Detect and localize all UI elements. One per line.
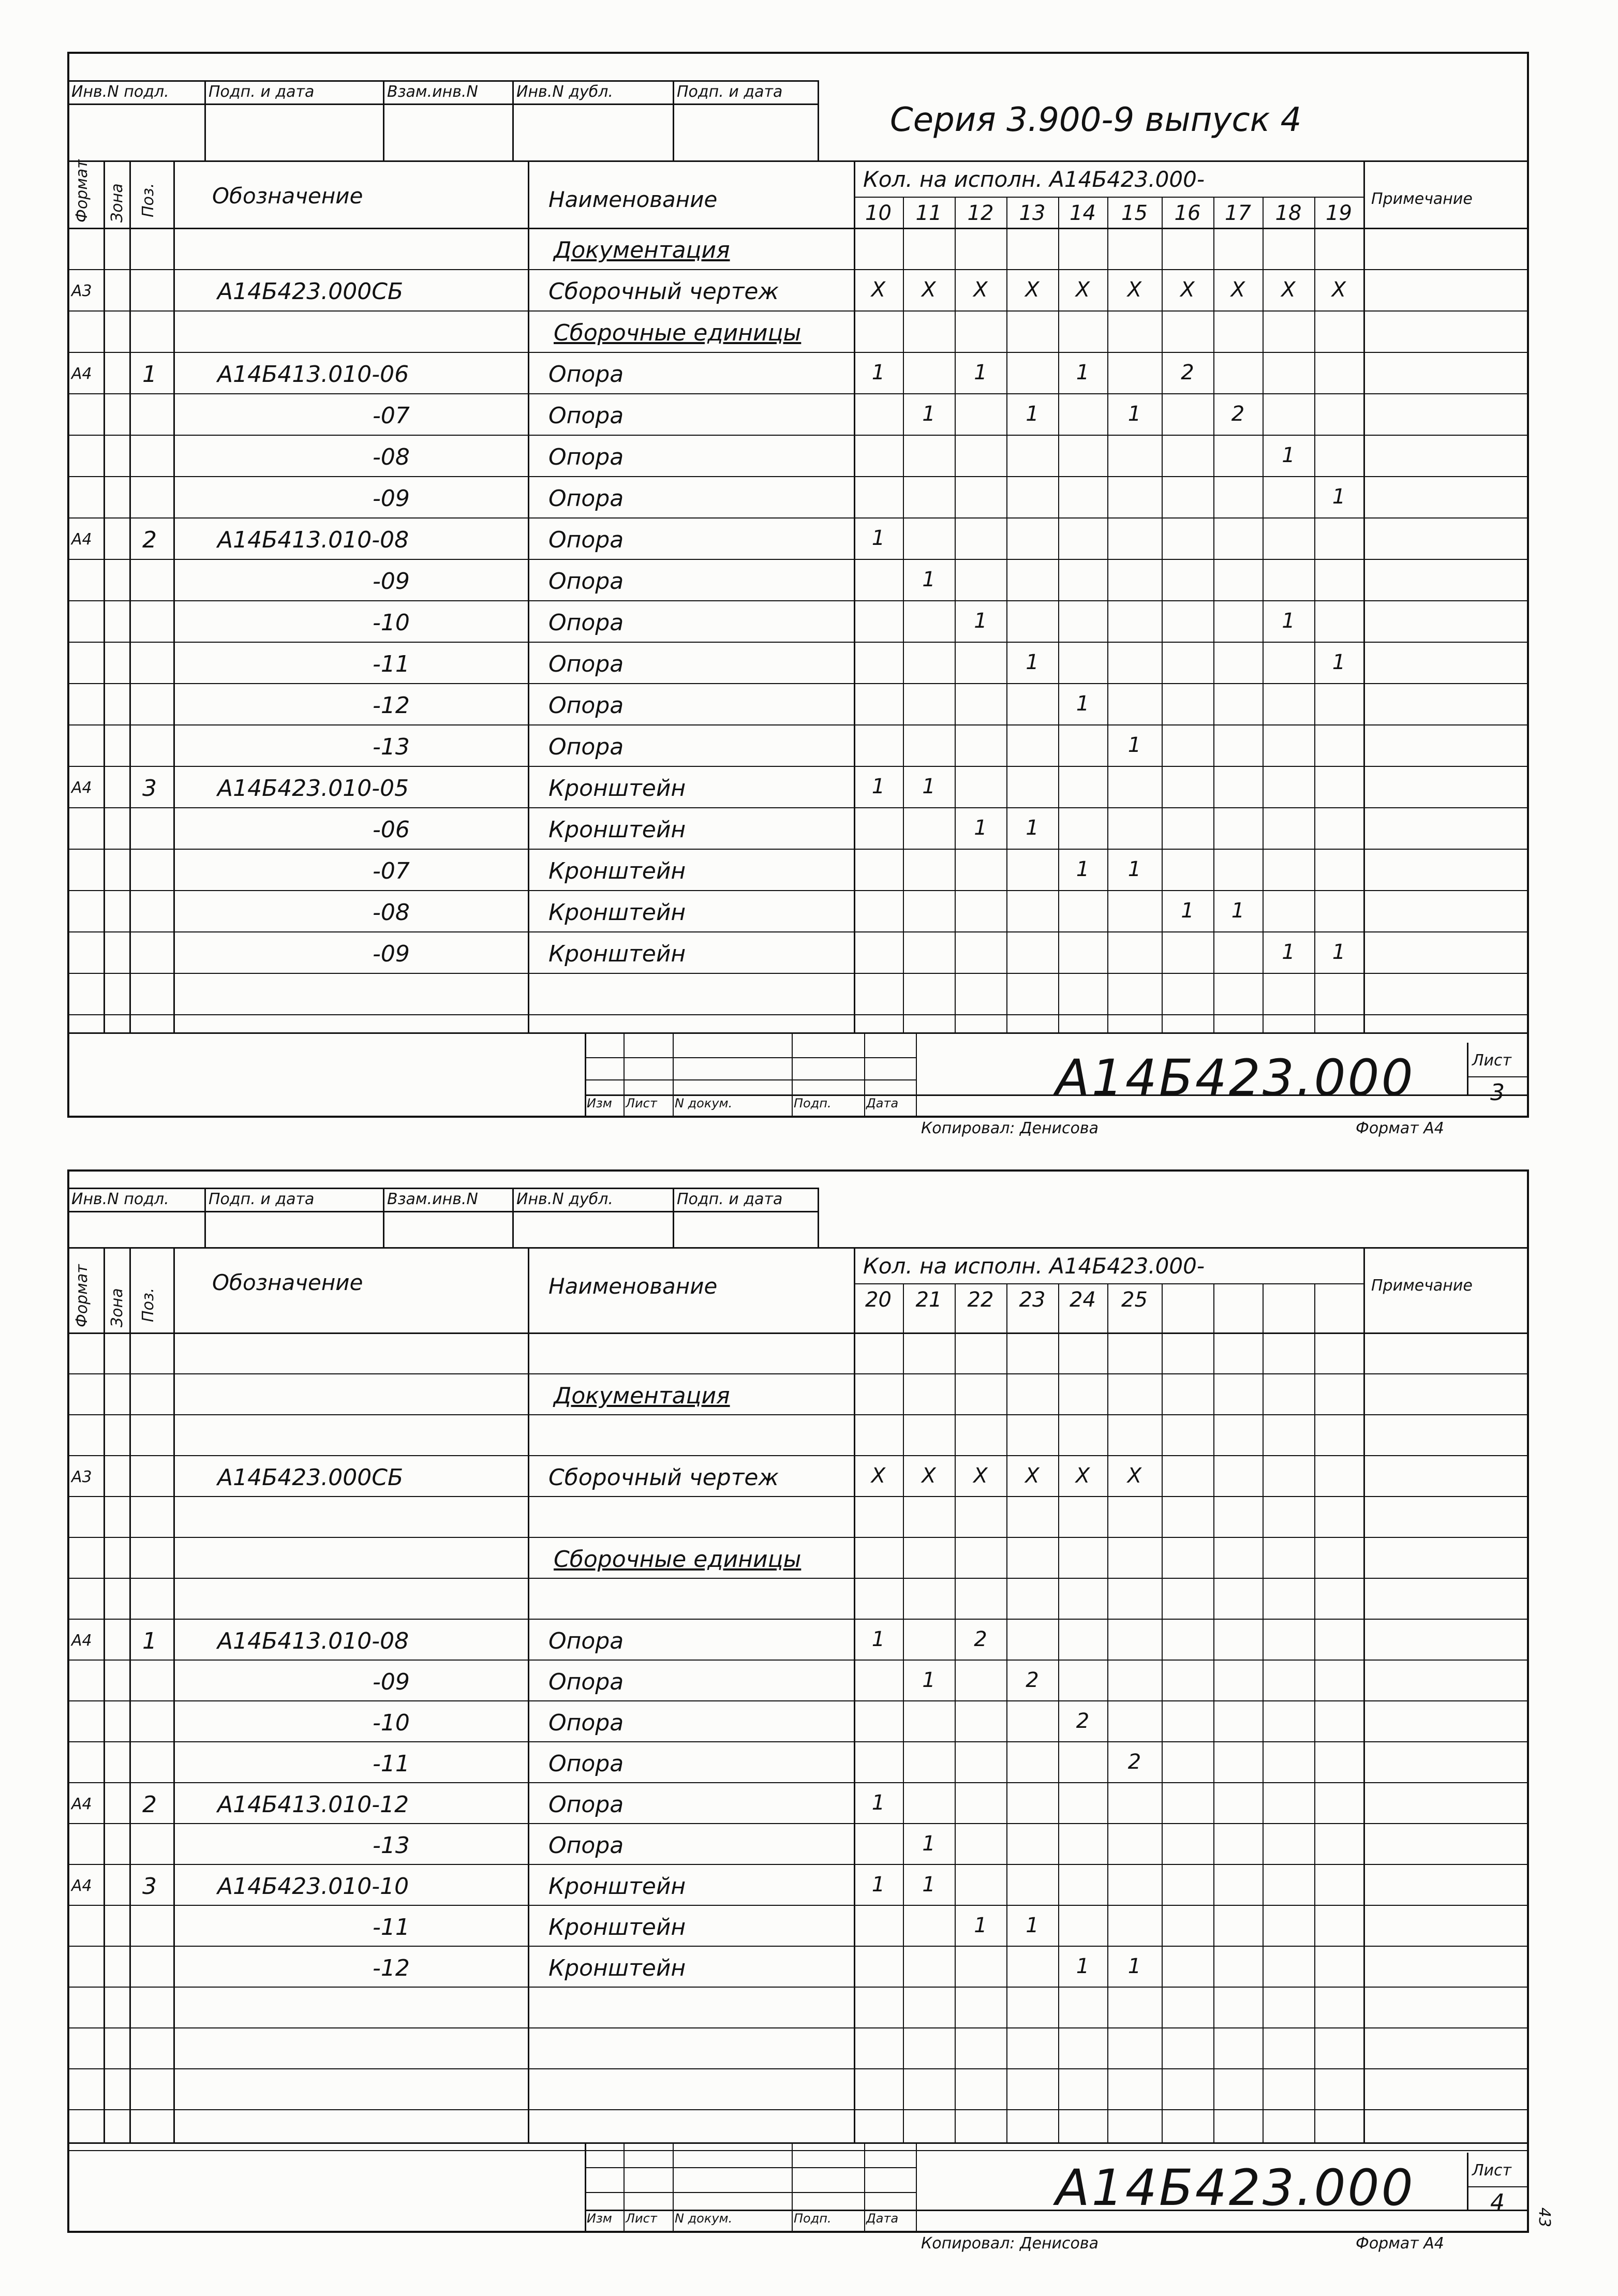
- row-qty: X: [1075, 1464, 1090, 1488]
- titleblock-label: Лист: [626, 2211, 657, 2226]
- row-name: Опора: [548, 444, 624, 470]
- exec-col-label: 17: [1225, 201, 1251, 225]
- row-qty: 1: [1332, 940, 1346, 964]
- rule-line: [854, 1247, 855, 2142]
- row-designation: -13: [373, 734, 410, 760]
- rule-line: [916, 1032, 917, 1118]
- rule-line: [903, 1283, 904, 2142]
- rule-line: [585, 2167, 916, 2168]
- copied-by: Копировал: Денисова: [921, 1119, 1099, 1137]
- rule-line: [67, 1987, 1529, 1988]
- rule-line: [585, 1057, 916, 1058]
- titleblock-label: Дата: [866, 2211, 899, 2226]
- titleblock-label: N докум.: [675, 1096, 733, 1110]
- format-label: Формат А4: [1356, 2234, 1444, 2253]
- row-qty: X: [871, 1464, 886, 1488]
- row-designation: А14Б413.010-08: [217, 527, 409, 553]
- row-name: Опора: [548, 1791, 624, 1818]
- series-title: Серия 3.900-9 выпуск 4: [890, 101, 1302, 139]
- row-designation: -11: [373, 1751, 410, 1777]
- exec-col-label: 19: [1326, 201, 1352, 225]
- row-qty: 2: [974, 1627, 987, 1651]
- row-qty: 1: [974, 1914, 987, 1937]
- header-qty-title: Кол. на исполн. А14Б423.000-: [863, 167, 1205, 192]
- rule-line: [585, 1079, 916, 1080]
- exec-col-label: 25: [1121, 1288, 1148, 1312]
- header-designation: Обозначение: [212, 1270, 363, 1295]
- row-name: Опора: [548, 1832, 624, 1859]
- exec-col-label: 13: [1019, 201, 1046, 225]
- row-designation: -08: [373, 444, 410, 470]
- rule-line: [67, 1032, 1529, 1034]
- row-designation: -11: [373, 1914, 410, 1941]
- header-name: Наименование: [548, 187, 718, 212]
- rule-line: [854, 1283, 1363, 1284]
- row-qty: 2: [1076, 1709, 1090, 1733]
- rule-line: [67, 849, 1529, 850]
- row-designation: А14Б423.000СБ: [217, 1464, 404, 1491]
- rule-line: [103, 160, 105, 1032]
- row-designation: -07: [373, 858, 410, 884]
- rule-line: [67, 160, 1529, 162]
- rule-line: [1107, 1283, 1108, 2142]
- rule-line: [903, 197, 904, 1032]
- row-name: Опора: [548, 610, 624, 636]
- exec-col-label: 10: [865, 201, 892, 225]
- rule-line: [585, 2192, 916, 2193]
- row-designation: -09: [373, 1669, 410, 1695]
- rule-line: [67, 1247, 1529, 1249]
- row-format: А4: [71, 530, 92, 549]
- rule-line: [204, 80, 206, 160]
- rule-line: [528, 1247, 529, 2142]
- row-position: 1: [142, 1628, 157, 1654]
- row-qty: 1: [1026, 816, 1039, 840]
- row-name: Сборочные единицы: [554, 320, 801, 346]
- row-qty: X: [1281, 278, 1296, 302]
- row-name: Сборочные единицы: [554, 1546, 801, 1573]
- header-note: Примечание: [1371, 1277, 1473, 1295]
- exec-col-label: 22: [967, 1288, 994, 1312]
- rule-line: [67, 1014, 1529, 1015]
- row-qty: X: [1180, 278, 1195, 302]
- rule-line: [129, 1247, 131, 2142]
- row-designation: -07: [373, 403, 410, 429]
- row-designation: -13: [373, 1832, 410, 1859]
- row-qty: X: [1025, 278, 1040, 302]
- format-label: Формат А4: [1356, 1119, 1444, 1137]
- row-qty: X: [1127, 1464, 1142, 1488]
- rule-line: [67, 310, 1529, 312]
- row-qty: 1: [1181, 899, 1194, 923]
- rule-line: [624, 1032, 625, 1118]
- exec-col-label: 11: [915, 201, 942, 225]
- rule-line: [1006, 1283, 1007, 2142]
- row-qty: 1: [1282, 443, 1295, 467]
- header-pos: Поз.: [139, 1287, 157, 1322]
- row-name: Опора: [548, 734, 624, 760]
- exec-col-label: 15: [1121, 201, 1148, 225]
- row-name: Опора: [548, 1751, 624, 1777]
- header-note: Примечание: [1371, 190, 1473, 208]
- rule-line: [67, 1864, 1529, 1865]
- row-qty: 1: [922, 1873, 936, 1897]
- titleblock-label: Дата: [866, 1096, 899, 1110]
- rule-line: [67, 80, 818, 82]
- rule-line: [818, 80, 819, 160]
- row-designation: -09: [373, 941, 410, 967]
- stamp-label: Взам.инв.N: [387, 1190, 478, 1208]
- rule-line: [585, 2142, 586, 2233]
- row-designation: А14Б413.010-06: [217, 361, 409, 388]
- row-format: А4: [71, 365, 92, 383]
- row-qty: 1: [1282, 609, 1295, 633]
- rule-line: [67, 973, 1529, 974]
- stamp-label: Подп. и дата: [209, 1190, 315, 1208]
- row-qty: 2: [1127, 1750, 1141, 1774]
- row-name: Кронштейн: [548, 1914, 686, 1941]
- rule-line: [67, 2150, 1529, 2151]
- rule-line: [1162, 1283, 1163, 2142]
- rule-line: [67, 1373, 1529, 1374]
- row-qty: X: [922, 278, 936, 302]
- row-qty: 1: [1127, 402, 1141, 426]
- rule-line: [1467, 2186, 1529, 2187]
- rule-line: [916, 2142, 917, 2233]
- rule-line: [67, 1332, 1529, 1334]
- rule-line: [67, 1660, 1529, 1661]
- header-designation: Обозначение: [212, 183, 363, 209]
- exec-col-label: 18: [1275, 201, 1302, 225]
- rule-line: [173, 160, 175, 1032]
- rule-line: [624, 2142, 625, 2233]
- header-name: Наименование: [548, 1273, 718, 1299]
- titleblock-label: Лист: [626, 1096, 657, 1110]
- rule-line: [383, 80, 384, 160]
- row-qty: 1: [871, 1627, 885, 1651]
- row-qty: 1: [1026, 402, 1039, 426]
- rule-line: [1107, 197, 1108, 1032]
- row-name: Кронштейн: [548, 817, 686, 843]
- row-name: Опора: [548, 651, 624, 677]
- row-qty: 1: [871, 1791, 885, 1815]
- exec-col-label: 12: [967, 201, 994, 225]
- rule-line: [67, 1211, 818, 1212]
- row-qty: 1: [1026, 1914, 1039, 1937]
- row-qty: 1: [1282, 940, 1295, 964]
- rule-line: [792, 2142, 793, 2233]
- rule-line: [67, 1578, 1529, 1579]
- row-name: Опора: [548, 485, 624, 512]
- row-designation: -10: [373, 610, 410, 636]
- row-qty: 1: [974, 361, 987, 384]
- row-qty: 2: [1026, 1668, 1039, 1692]
- rule-line: [67, 80, 69, 160]
- rule-line: [67, 2068, 1529, 2069]
- row-qty: X: [973, 1464, 988, 1488]
- row-qty: X: [1230, 278, 1245, 302]
- rule-line: [1314, 1283, 1315, 2142]
- stamp-label: Инв.N подл.: [71, 1190, 169, 1208]
- rule-line: [585, 1032, 586, 1118]
- row-designation: -12: [373, 1955, 410, 1981]
- rule-line: [512, 1188, 514, 1247]
- row-name: Кронштейн: [548, 1873, 686, 1900]
- row-format: А4: [71, 1877, 92, 1895]
- row-designation: А14Б423.010-05: [217, 775, 409, 802]
- sheet-number: 3: [1490, 1079, 1505, 1106]
- rule-line: [864, 1032, 865, 1118]
- rule-line: [67, 931, 1529, 932]
- row-position: 3: [142, 1873, 157, 1900]
- row-format: А4: [71, 1632, 92, 1650]
- row-qty: 1: [922, 568, 936, 591]
- rule-line: [1058, 197, 1059, 1032]
- row-designation: -11: [373, 651, 410, 677]
- header-zone: Зона: [108, 1288, 126, 1327]
- row-name: Кронштейн: [548, 858, 686, 884]
- rule-line: [673, 1188, 674, 1247]
- row-name: Опора: [548, 692, 624, 719]
- row-name: Опора: [548, 361, 624, 388]
- row-designation: -12: [373, 692, 410, 719]
- rule-line: [204, 1188, 206, 1247]
- row-qty: 1: [1231, 899, 1245, 923]
- rule-line: [673, 80, 674, 160]
- titleblock-label: N докум.: [675, 2211, 733, 2226]
- row-position: 2: [142, 527, 157, 553]
- row-name: Кронштейн: [548, 775, 686, 802]
- rule-line: [67, 1700, 1529, 1701]
- exec-col-label: 21: [915, 1288, 942, 1312]
- row-designation: -09: [373, 568, 410, 595]
- row-name: Сборочный чертеж: [548, 278, 779, 305]
- stamp-label: Подп. и дата: [677, 1190, 783, 1208]
- row-qty: 1: [922, 1832, 936, 1856]
- row-qty: 1: [922, 775, 936, 798]
- sheet-label: Лист: [1472, 1051, 1512, 1070]
- exec-col-label: 24: [1070, 1288, 1096, 1312]
- row-designation: А14Б413.010-12: [217, 1791, 409, 1818]
- rule-line: [67, 807, 1529, 808]
- rule-line: [955, 1283, 956, 2142]
- header-qty-title: Кол. на исполн. А14Б423.000-: [863, 1253, 1205, 1279]
- rule-line: [67, 393, 1529, 394]
- row-qty: 1: [1127, 733, 1141, 757]
- rule-line: [67, 766, 1529, 767]
- row-designation: -08: [373, 899, 410, 926]
- header-format: Формат: [73, 1264, 91, 1327]
- row-name: Кронштейн: [548, 941, 686, 967]
- header-pos: Поз.: [139, 183, 157, 217]
- rule-line: [67, 228, 1529, 229]
- sheet-label: Лист: [1472, 2161, 1512, 2180]
- rule-line: [67, 517, 1529, 519]
- row-qty: 1: [1076, 1954, 1090, 1978]
- row-qty: 1: [871, 775, 885, 798]
- row-designation: А14Б423.000СБ: [217, 278, 404, 305]
- rule-line: [1467, 1076, 1529, 1077]
- row-name: Опора: [548, 403, 624, 429]
- row-qty: 1: [1127, 1954, 1141, 1978]
- exec-col-label: 16: [1174, 201, 1201, 225]
- row-qty: X: [973, 278, 988, 302]
- rule-line: [67, 1946, 1529, 1947]
- row-format: А4: [71, 779, 92, 797]
- stamp-label: Подп. и дата: [677, 83, 783, 101]
- row-name: Документация: [554, 1383, 730, 1409]
- rule-line: [673, 2142, 674, 2233]
- rule-line: [67, 352, 1529, 353]
- exec-col-label: 20: [865, 1288, 892, 1312]
- rule-line: [67, 1496, 1529, 1497]
- rule-line: [67, 683, 1529, 684]
- row-designation: А14Б423.010-10: [217, 1873, 409, 1900]
- rule-line: [67, 1188, 69, 1247]
- rule-line: [67, 1455, 1529, 1456]
- row-qty: X: [1331, 278, 1346, 302]
- row-position: 1: [142, 361, 157, 388]
- document-number: А14Б423.000: [1056, 1049, 1415, 1107]
- rule-line: [1363, 1247, 1365, 2142]
- rule-line: [67, 559, 1529, 560]
- rule-line: [67, 1782, 1529, 1783]
- document-number: А14Б423.000: [1056, 2159, 1415, 2217]
- rule-line: [67, 1741, 1529, 1742]
- rule-line: [67, 2142, 1529, 2144]
- rule-line: [1467, 2153, 1468, 2210]
- rule-line: [129, 160, 131, 1032]
- rule-line: [67, 2027, 1529, 2028]
- rule-line: [67, 642, 1529, 643]
- stamp-label: Подп. и дата: [209, 83, 315, 101]
- row-name: Сборочный чертеж: [548, 1464, 779, 1491]
- rule-line: [67, 269, 1529, 270]
- row-qty: X: [1025, 1464, 1040, 1488]
- row-qty: 1: [974, 609, 987, 633]
- rule-line: [67, 600, 1529, 601]
- titleblock-label: Изм: [587, 1096, 612, 1110]
- rule-line: [512, 80, 514, 160]
- row-name: Опора: [548, 568, 624, 595]
- rule-line: [1314, 197, 1315, 1032]
- stamp-label: Инв.N дубл.: [516, 1190, 613, 1208]
- rule-line: [1213, 1283, 1214, 2142]
- rule-line: [67, 476, 1529, 477]
- rule-line: [67, 435, 1529, 436]
- row-qty: 1: [871, 1873, 885, 1897]
- rule-line: [67, 1414, 1529, 1415]
- row-qty: 1: [1076, 361, 1090, 384]
- rule-line: [67, 890, 1529, 891]
- rule-line: [67, 1823, 1529, 1824]
- header-format: Формат: [73, 159, 91, 223]
- rule-line: [67, 724, 1529, 725]
- row-name: Кронштейн: [548, 1955, 686, 1981]
- row-qty: 2: [1231, 402, 1245, 426]
- row-name: Кронштейн: [548, 899, 686, 926]
- row-designation: А14Б413.010-08: [217, 1628, 409, 1654]
- rule-line: [67, 2109, 1529, 2110]
- row-format: А3: [71, 282, 92, 300]
- row-qty: 1: [974, 816, 987, 840]
- titleblock-label: Подп.: [794, 2211, 832, 2226]
- row-name: Документация: [554, 237, 730, 263]
- row-qty: X: [1127, 278, 1142, 302]
- row-designation: -09: [373, 485, 410, 512]
- row-qty: 2: [1181, 361, 1194, 384]
- rule-line: [67, 1188, 818, 1189]
- row-qty: 1: [1076, 692, 1090, 716]
- rule-line: [1363, 160, 1365, 1032]
- row-format: А3: [71, 1468, 92, 1486]
- exec-col-label: 14: [1070, 201, 1096, 225]
- row-designation: -10: [373, 1710, 410, 1736]
- row-name: Опора: [548, 527, 624, 553]
- rule-line: [1467, 1043, 1468, 1094]
- rule-line: [383, 1188, 384, 1247]
- rule-line: [67, 1619, 1529, 1620]
- rule-line: [1263, 1283, 1264, 2142]
- rule-line: [864, 2142, 865, 2233]
- row-qty: 1: [871, 361, 885, 384]
- stamp-label: Инв.N подл.: [71, 83, 169, 101]
- copied-by: Копировал: Денисова: [921, 2234, 1099, 2253]
- row-qty: X: [922, 1464, 936, 1488]
- edge-mark: 43: [1535, 2207, 1554, 2228]
- row-qty: 1: [871, 526, 885, 550]
- rule-line: [173, 1247, 175, 2142]
- rule-line: [1006, 197, 1007, 1032]
- row-name: Опора: [548, 1710, 624, 1736]
- rule-line: [792, 1032, 793, 1118]
- row-position: 3: [142, 775, 157, 802]
- titleblock-label: Подп.: [794, 1096, 832, 1110]
- row-qty: 1: [1332, 485, 1346, 509]
- row-qty: 1: [922, 1668, 936, 1692]
- row-position: 2: [142, 1791, 157, 1818]
- header-zone: Зона: [108, 183, 126, 223]
- row-qty: 1: [1127, 857, 1141, 881]
- exec-col-label: 23: [1019, 1288, 1046, 1312]
- rule-line: [854, 197, 1363, 198]
- row-format: А4: [71, 1795, 92, 1813]
- row-qty: 1: [1332, 650, 1346, 674]
- row-qty: X: [1075, 278, 1090, 302]
- row-designation: -06: [373, 817, 410, 843]
- stamp-label: Инв.N дубл.: [516, 83, 613, 101]
- sheet-number: 4: [1490, 2189, 1505, 2216]
- rule-line: [67, 103, 818, 105]
- stamp-label: Взам.инв.N: [387, 83, 478, 101]
- row-qty: 1: [1076, 857, 1090, 881]
- rule-line: [67, 1537, 1529, 1538]
- row-qty: 1: [922, 402, 936, 426]
- rule-line: [103, 1247, 105, 2142]
- rule-line: [818, 1188, 819, 1247]
- row-name: Опора: [548, 1628, 624, 1654]
- rule-line: [673, 1032, 674, 1118]
- row-qty: 1: [1026, 650, 1039, 674]
- rule-line: [67, 1905, 1529, 1906]
- rule-line: [528, 160, 529, 1032]
- row-name: Опора: [548, 1669, 624, 1695]
- row-qty: X: [871, 278, 886, 302]
- titleblock-label: Изм: [587, 2211, 612, 2226]
